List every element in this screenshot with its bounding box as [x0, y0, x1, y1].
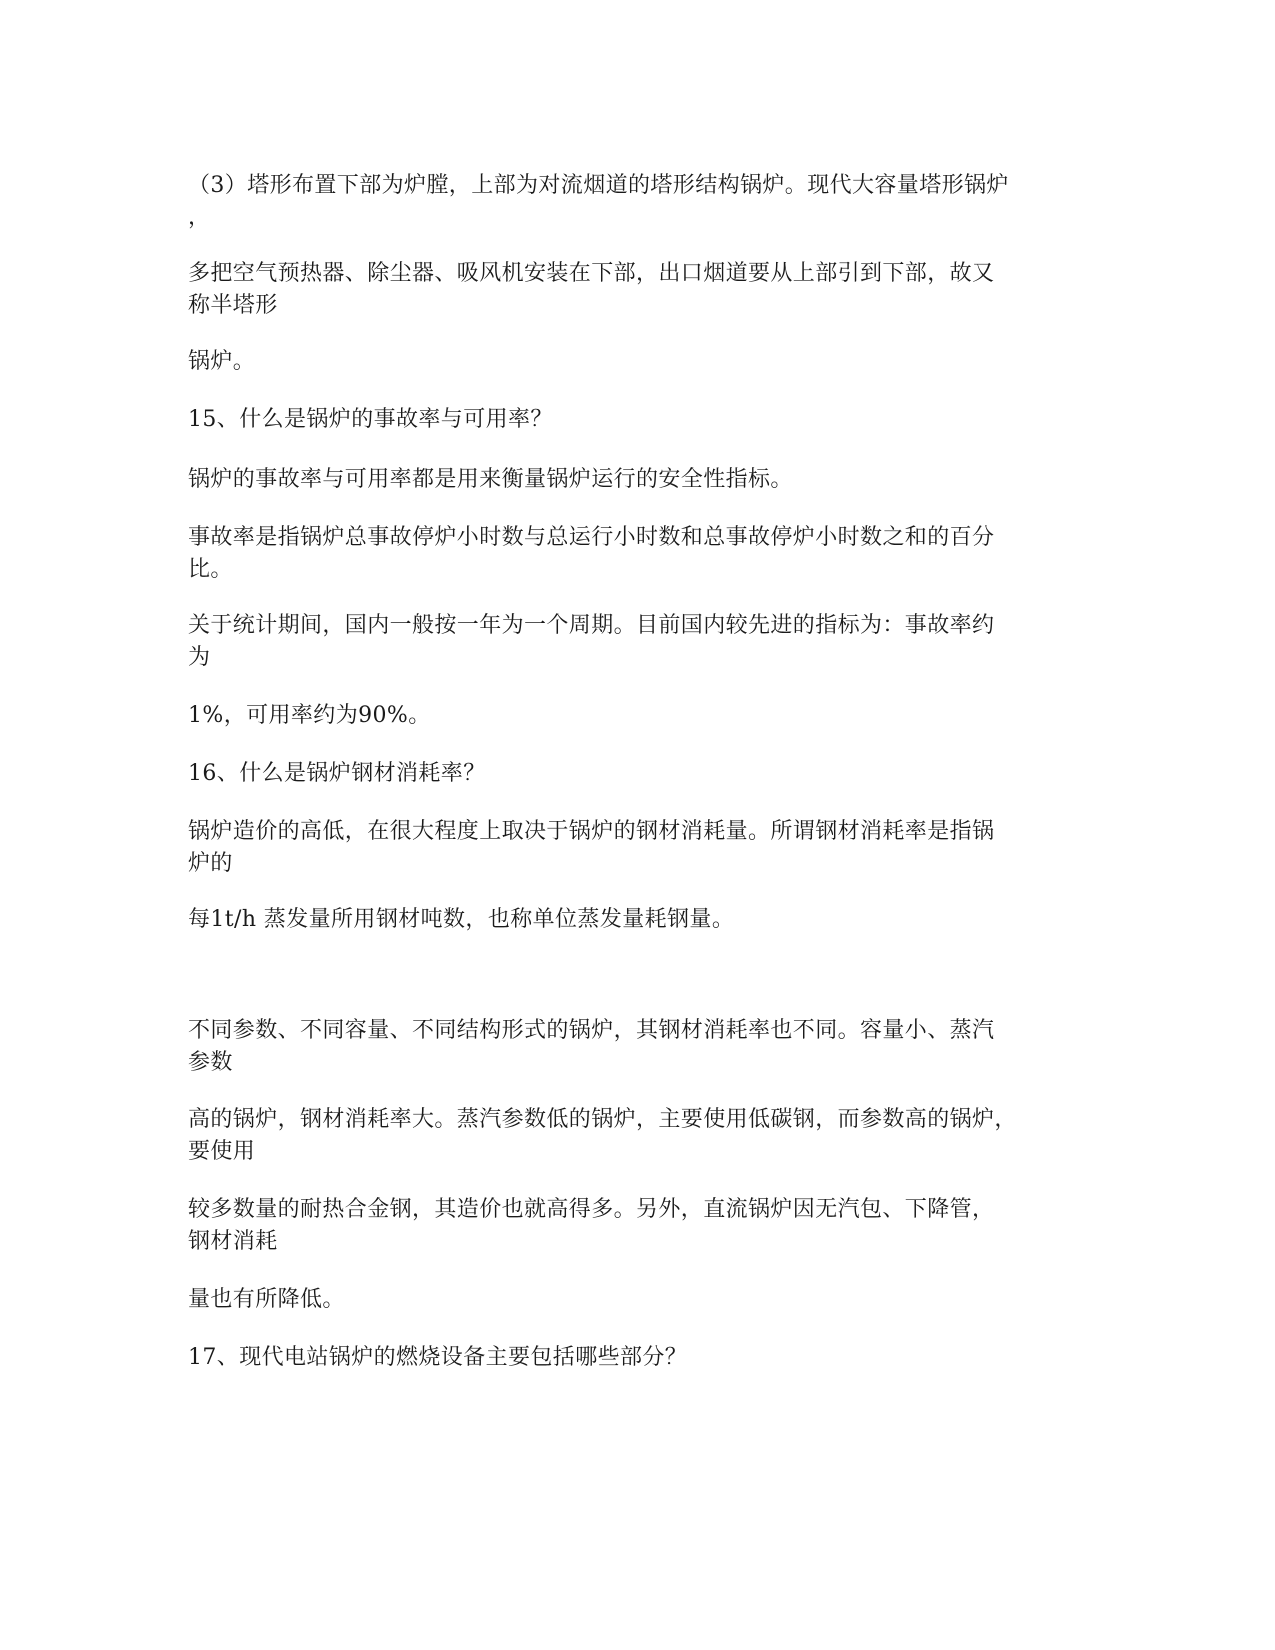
paragraph-line: 事故率是指锅炉总事故停炉小时数与总运行小时数和总事故停炉小时数之和的百分	[188, 525, 995, 550]
paragraph-line: 量也有所降低。	[188, 1287, 345, 1312]
paragraph-line: 比。	[188, 557, 233, 582]
question-heading: 17、现代电站锅炉的燃烧设备主要包括哪些部分？	[188, 1345, 688, 1370]
paragraph-line: 多把空气预热器、除尘器、吸风机安装在下部，出口烟道要从上部引到下部，故又	[188, 261, 995, 286]
paragraph-line: 高的锅炉，钢材消耗率大。蒸汽参数低的锅炉，主要使用低碳钢，而参数高的锅炉，	[188, 1107, 1017, 1132]
question-heading: 15、什么是锅炉的事故率与可用率？	[188, 407, 553, 432]
paragraph-line: 较多数量的耐热合金钢，其造价也就高得多。另外，直流锅炉因无汽包、下降管，	[188, 1197, 995, 1222]
paragraph-line: 要使用	[188, 1139, 256, 1164]
paragraph-line: 锅炉。	[188, 349, 256, 374]
paragraph-line: 每1t/h 蒸发量所用钢材吨数，也称单位蒸发量耗钢量。	[188, 907, 735, 932]
paragraph-line: 称半塔形	[188, 293, 278, 318]
paragraph-line: 钢材消耗	[188, 1229, 278, 1254]
paragraph-line: 炉的	[188, 851, 233, 876]
paragraph-line: 关于统计期间，国内一般按一年为一个周期。目前国内较先进的指标为：事故率约	[188, 613, 995, 638]
paragraph-line: （3）塔形布置下部为炉膛，上部为对流烟道的塔形结构锅炉。现代大容量塔形锅炉	[188, 173, 1009, 198]
paragraph-line: 1%，可用率约为90%。	[188, 703, 431, 728]
paragraph-line: 参数	[188, 1050, 233, 1075]
paragraph-line: 锅炉的事故率与可用率都是用来衡量锅炉运行的安全性指标。	[188, 467, 793, 492]
paragraph-line: 锅炉造价的高低，在很大程度上取决于锅炉的钢材消耗量。所谓钢材消耗率是指锅	[188, 819, 995, 844]
paragraph-line: 不同参数、不同容量、不同结构形式的锅炉，其钢材消耗率也不同。容量小、蒸汽	[188, 1018, 995, 1043]
paragraph-line: ，	[188, 205, 211, 230]
paragraph-line: 为	[188, 645, 211, 670]
question-heading: 16、什么是锅炉钢材消耗率？	[188, 761, 486, 786]
